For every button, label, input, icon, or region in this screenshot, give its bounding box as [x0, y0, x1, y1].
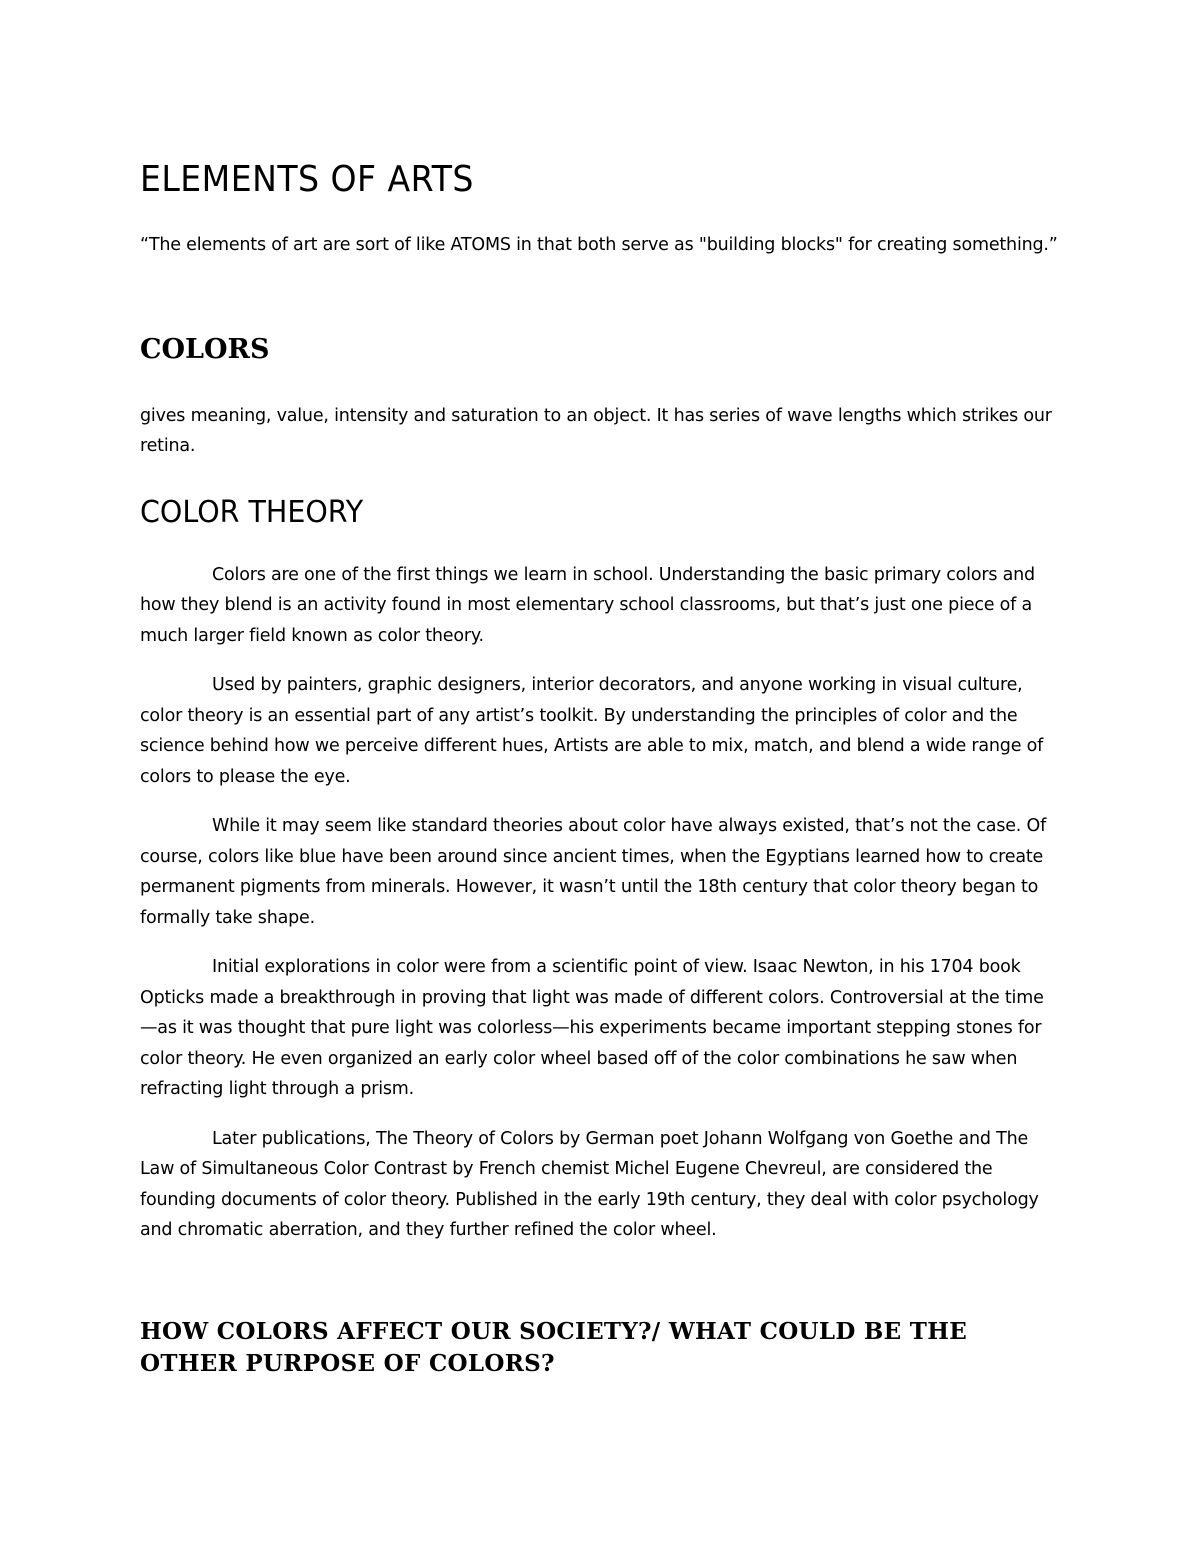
paragraph-newton: Initial explorations in color were from a scientific point of view. Isaac Newton, in his 1704 book Opticks made a breakthrough in proving that light was made of different colors. Controversial at the time—as it was thought that pure light was colorless—his experiments became important stepping stones for color theory. He even organized an early color wheel based off of the color combinations he saw when refracting light through a prism. [140, 957, 1044, 1099]
paragraph-primary-colors: Colors are one of the first things we learn in school. Understanding the basic primary colors and how they blend is an activity found in most elementary school classrooms, but that’s just one piece of a much larger field known as color theory. [140, 564, 1035, 646]
colors-heading: COLORS [140, 333, 270, 365]
paragraph-history: While it may seem like standard theories about color have always existed, that’s not the case. Of course, colors like blue have been around since ancient times, when the Egyptians learned how to create permanent pigments from minerals. However, it wasn’t until the 18th century that color theory began to formally take shape. [140, 816, 1047, 928]
document-body [140, 150, 1060, 1380]
question-heading: HOW COLORS AFFECT OUR SOCIETY?/ WHAT COULD BE THE OTHER PURPOSE OF COLORS? [140, 1317, 968, 1377]
paragraph-artists-toolkit: Used by painters, graphic designers, interior decorators, and anyone working in visual culture, color theory is an essential part of any artist’s toolkit. By understanding the principles of color and the science behind how we perceive different hues, Artists are able to mix, match, and blend a wide range of colors to please the eye. [140, 675, 1044, 787]
paragraph-goethe-chevreul: Later publications, The Theory of Colors by German poet Johann Wolfgang von Goethe and The Law of Simultaneous Color Contrast by French chemist Michel Eugene Chevreul, are considered the founding documents of color theory. Published in the early 19th century, they deal with color psychology and chromatic aberration, and they further refined the color wheel. [140, 1128, 1039, 1240]
document-title: ELEMENTS OF ARTS [140, 159, 474, 200]
color-theory-heading: COLOR THEORY [140, 494, 364, 530]
colors-definition: gives meaning, value, intensity and saturation to an object. It has series of wave lengths which strikes our retina. [140, 405, 1052, 456]
intro-quote: “The elements of art are sort of like ATOMS in that both serve as "building blocks" for creating something.” [140, 235, 1058, 255]
